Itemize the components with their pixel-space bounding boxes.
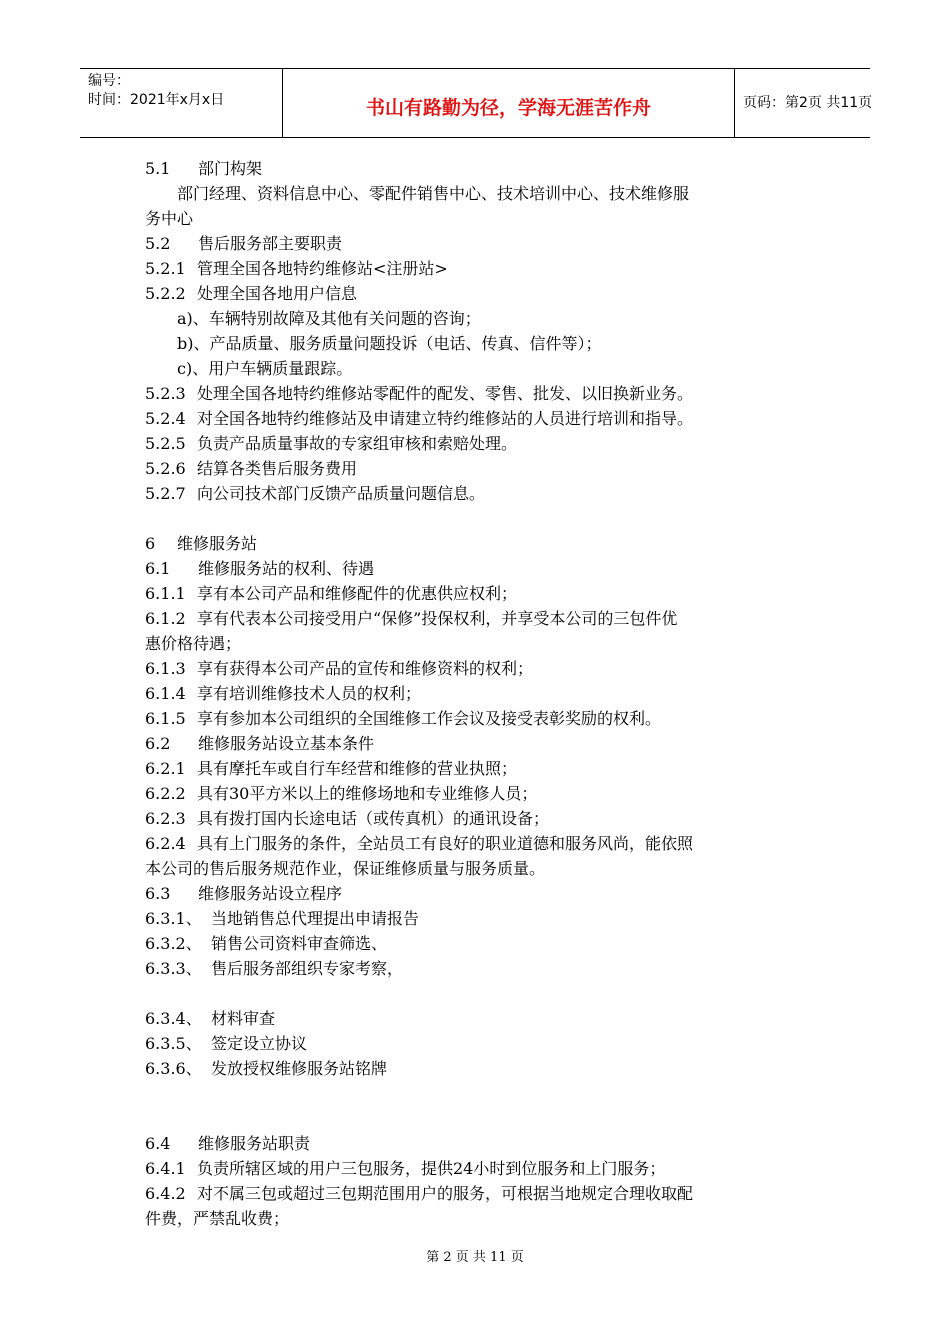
list-item: 5.2.2 处理全国各地用户信息: [145, 284, 358, 303]
paragraph-line: 部门经理、资料信息中心、零配件销售中心、技术培训中心、技术维修服: [177, 184, 690, 203]
header-page-cell: [735, 69, 873, 137]
document-number-label: 编号：: [88, 73, 130, 89]
header-page-number: 页码：第2页 共11页: [743, 95, 873, 111]
list-item: 5.2.5 负责产品质量事故的专家组审核和索赔处理。: [145, 434, 518, 453]
list-item: 6.1.4 享有培训维修技术人员的权利；: [145, 684, 422, 703]
header-motto: 书山有路勤为径，学海无涯苦作舟: [365, 97, 651, 119]
document-date-label: 时间：2021年x月x日: [88, 92, 225, 108]
list-item: 6.3.3、 售后服务部组织专家考察，: [145, 959, 404, 978]
heading-6-1: 6.1 维修服务站的权利、待遇: [145, 559, 375, 578]
heading-5-2: 5.2 售后服务部主要职责: [145, 234, 343, 253]
list-item: 5.2.6 结算各类售后服务费用: [145, 459, 358, 478]
heading-6-4: 6.4 维修服务站职责: [145, 1134, 311, 1153]
list-item: 6.3.1、 当地销售总代理提出申请报告: [145, 909, 420, 928]
list-item: 6.1.5 享有参加本公司组织的全国维修工作会议及接受表彰奖励的权利。: [145, 709, 662, 728]
sub-list-item: b)、产品质量、服务质量问题投诉（电话、传真、信件等）；: [177, 334, 602, 353]
list-item: 6.3.4、 材料审查: [145, 1009, 276, 1028]
page-footer: 第 2 页 共 11 页: [426, 1250, 524, 1265]
list-item: 5.2.4 对全国各地特约维修站及申请建立特约维修站的人员进行培训和指导。: [145, 409, 694, 428]
list-item: 5.2.3 处理全国各地特约维修站零配件的配发、零售、批发、以旧换新业务。: [145, 384, 694, 403]
heading-6-3: 6.3 维修服务站设立程序: [145, 884, 343, 903]
list-item: 6.3.6、 发放授权维修服务站铭牌: [145, 1059, 388, 1078]
list-item: 6.2.3 具有拨打国内长途电话（或传真机）的通讯设备；: [145, 809, 550, 828]
paragraph-line: 惠价格待遇；: [145, 634, 242, 653]
heading-6-2: 6.2 维修服务站设立基本条件: [145, 734, 375, 753]
list-item: 5.2.1 管理全国各地特约维修站<注册站>: [145, 259, 448, 278]
sub-list-item: a)、车辆特别故障及其他有关问题的咨询；: [177, 309, 481, 328]
sub-list-item: c)、用户车辆质量跟踪。: [177, 359, 353, 378]
list-item: 6.2.2 具有30平方米以上的维修场地和专业维修人员；: [145, 784, 538, 803]
list-item: 5.2.7 向公司技术部门反馈产品质量问题信息。: [145, 484, 486, 503]
header-motto-cell: [283, 69, 735, 137]
list-item: 6.1.2 享有代表本公司接受用户“保修”投保权利，并享受本公司的三包件优: [145, 609, 678, 628]
paragraph-line: 件费，严禁乱收费；: [145, 1209, 290, 1228]
list-item: 6.2.4 具有上门服务的条件，全站员工有良好的职业道德和服务风尚，能依照: [145, 834, 694, 853]
list-item: 6.3.5、 签定设立协议: [145, 1034, 308, 1053]
paragraph-line: 本公司的售后服务规范作业，保证维修质量与服务质量。: [145, 859, 546, 878]
page-header: [80, 68, 873, 138]
heading-6: 6 维修服务站: [145, 534, 258, 553]
list-item: 6.2.1 具有摩托车或自行车经营和维修的营业执照；: [145, 759, 518, 778]
list-item: 6.1.3 享有获得本公司产品的宣传和维修资料的权利；: [145, 659, 534, 678]
heading-5-1: 5.1 部门构架: [145, 159, 263, 178]
header-info-cell: [80, 69, 283, 137]
list-item: 6.1.1 享有本公司产品和维修配件的优惠供应权利；: [145, 584, 518, 603]
list-item: 6.4.1 负责所辖区域的用户三包服务，提供24小时到位服务和上门服务；: [145, 1159, 666, 1178]
list-item: 6.4.2 对不属三包或超过三包期范围用户的服务，可根据当地规定合理收取配: [145, 1184, 694, 1203]
list-item: 6.3.2、 销售公司资料审查筛选、: [145, 934, 388, 953]
paragraph-line: 务中心: [145, 209, 194, 228]
